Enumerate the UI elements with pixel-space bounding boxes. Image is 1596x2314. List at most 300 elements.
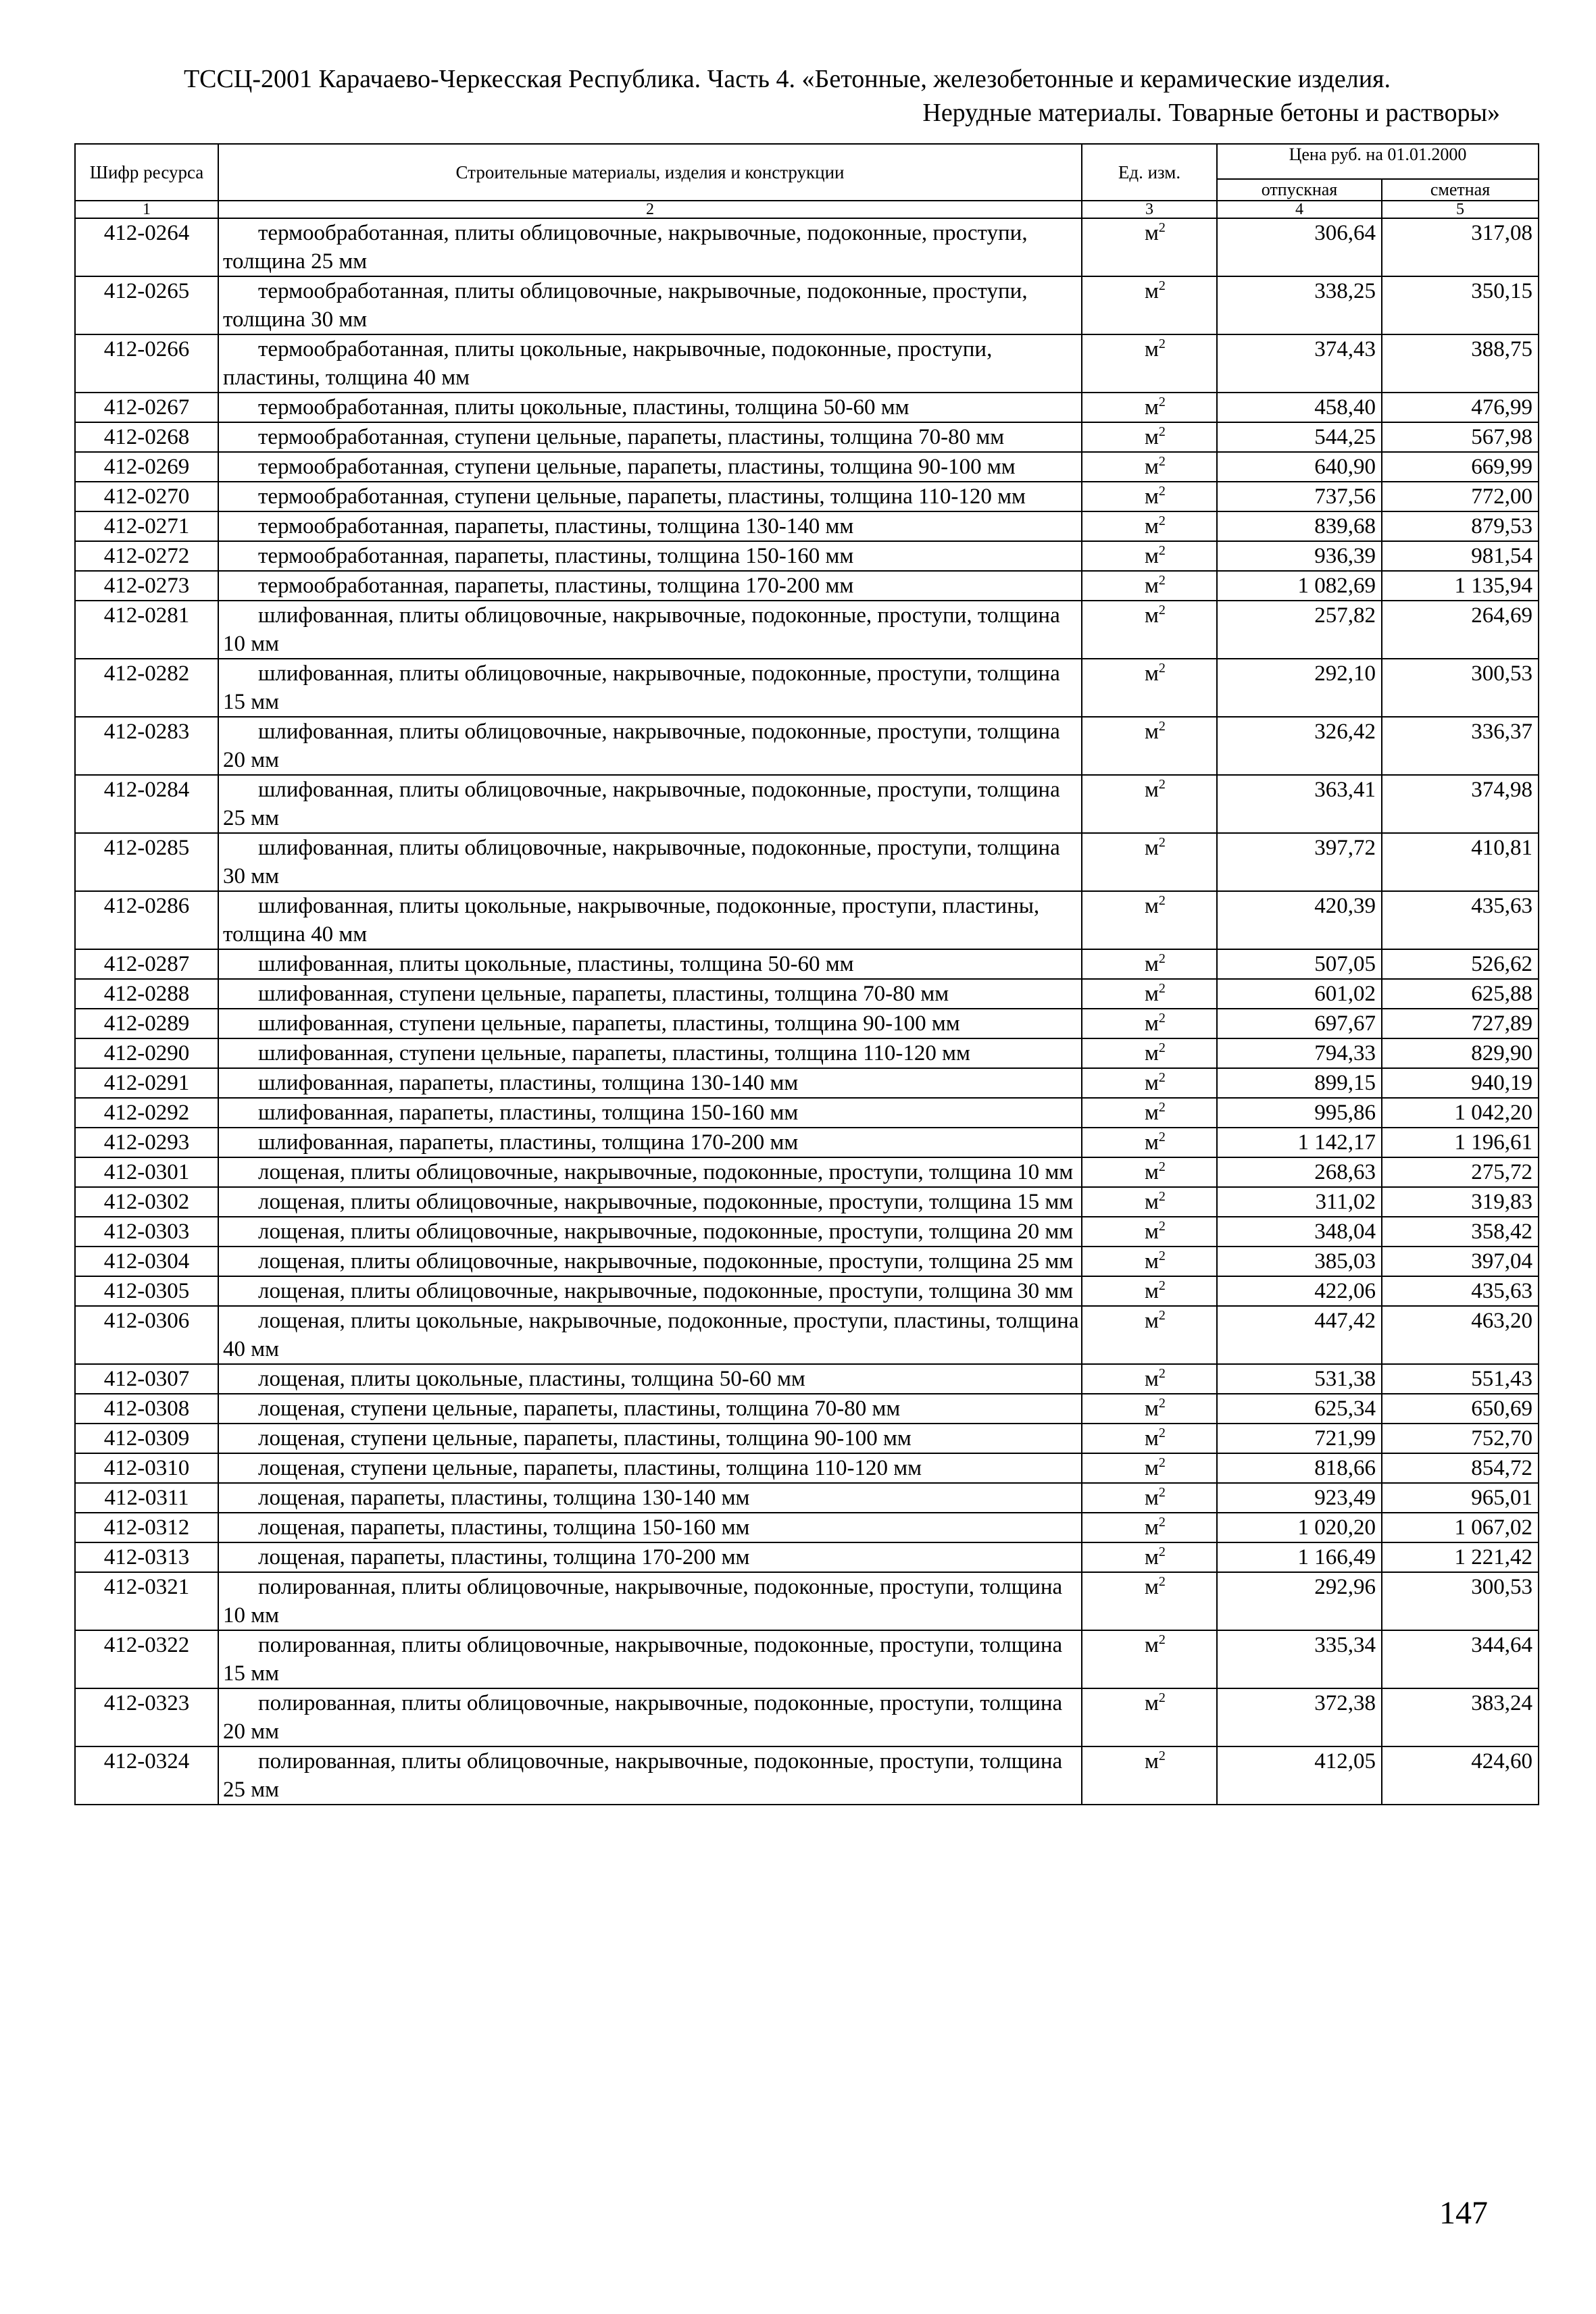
material-name-cell bbox=[218, 452, 1082, 482]
unit-exponent: 2 bbox=[1158, 573, 1166, 588]
release-price: 458,40 bbox=[1314, 395, 1376, 420]
estimate-price-cell bbox=[1382, 1746, 1539, 1805]
release-price: 1 082,69 bbox=[1297, 574, 1376, 598]
estimate-price-cell bbox=[1382, 1038, 1539, 1068]
resource-code: 412-0310 bbox=[103, 1456, 190, 1480]
unit-exponent: 2 bbox=[1158, 424, 1166, 439]
unit-exponent: 2 bbox=[1158, 1690, 1166, 1705]
release-price: 306,64 bbox=[1314, 221, 1376, 245]
release-price-cell bbox=[1217, 511, 1382, 541]
release-price: 640,90 bbox=[1314, 455, 1376, 479]
resource-code: 412-0305 bbox=[103, 1279, 190, 1303]
release-price: 1 142,17 bbox=[1297, 1130, 1376, 1155]
table-row bbox=[75, 1513, 1539, 1542]
unit-cell bbox=[1082, 1542, 1217, 1572]
estimate-price-cell bbox=[1382, 511, 1539, 541]
release-price-cell bbox=[1217, 891, 1382, 949]
material-name-cell bbox=[218, 1572, 1082, 1630]
estimate-price-cell bbox=[1382, 334, 1539, 393]
resource-code: 412-0267 bbox=[103, 395, 190, 420]
estimate-price: 829,90 bbox=[1471, 1041, 1532, 1065]
resource-code-cell bbox=[75, 979, 218, 1009]
table-row bbox=[75, 218, 1539, 276]
material-name: полированная, плиты облицовочные, накрывочные, подоконные, проступи, толщина 20 мм bbox=[223, 1691, 1063, 1744]
resource-code-cell bbox=[75, 891, 218, 949]
resource-code-cell bbox=[75, 1098, 218, 1128]
estimate-price-cell bbox=[1382, 1187, 1539, 1217]
resource-code-cell bbox=[75, 1306, 218, 1364]
material-name-cell bbox=[218, 775, 1082, 833]
release-price: 292,10 bbox=[1314, 661, 1376, 686]
estimate-price-cell bbox=[1382, 891, 1539, 949]
unit-cell bbox=[1082, 1453, 1217, 1483]
release-price: 292,96 bbox=[1314, 1575, 1376, 1599]
estimate-price-cell bbox=[1382, 1068, 1539, 1098]
resource-code-cell bbox=[75, 571, 218, 601]
estimate-price: 854,72 bbox=[1471, 1456, 1532, 1480]
release-price-cell bbox=[1217, 717, 1382, 775]
release-price: 818,66 bbox=[1314, 1456, 1376, 1480]
estimate-price: 551,43 bbox=[1471, 1367, 1532, 1391]
material-name: шлифованная, парапеты, пластины, толщина 150-160 мм bbox=[258, 1101, 799, 1125]
table-row bbox=[75, 1276, 1539, 1306]
resource-code: 412-0287 bbox=[103, 952, 190, 976]
unit: м bbox=[1145, 425, 1159, 449]
resource-code-cell bbox=[75, 422, 218, 452]
unit-cell bbox=[1082, 1572, 1217, 1630]
material-name-cell bbox=[218, 334, 1082, 393]
unit: м bbox=[1145, 1130, 1159, 1155]
resource-code-cell bbox=[75, 949, 218, 979]
resource-code: 412-0323 bbox=[103, 1691, 190, 1715]
unit: м bbox=[1145, 1575, 1159, 1599]
unit-cell bbox=[1082, 1187, 1217, 1217]
material-name-cell bbox=[218, 571, 1082, 601]
estimate-price-cell bbox=[1382, 601, 1539, 659]
table-row bbox=[75, 1630, 1539, 1688]
unit: м bbox=[1145, 1279, 1159, 1303]
unit-cell bbox=[1082, 1513, 1217, 1542]
table-row bbox=[75, 1364, 1539, 1394]
unit-exponent: 2 bbox=[1158, 1485, 1166, 1500]
resource-code-cell bbox=[75, 833, 218, 891]
unit-cell bbox=[1082, 1746, 1217, 1805]
estimate-price-cell bbox=[1382, 1217, 1539, 1247]
resource-code-cell bbox=[75, 775, 218, 833]
resource-code-cell bbox=[75, 1483, 218, 1513]
material-name-cell bbox=[218, 276, 1082, 334]
release-price-cell bbox=[1217, 393, 1382, 422]
unit: м bbox=[1145, 1515, 1159, 1540]
material-name: термообработанная, ступени цельные, парапеты, пластины, толщина 70-80 мм bbox=[258, 425, 1005, 449]
unit-exponent: 2 bbox=[1158, 513, 1166, 528]
release-price: 794,33 bbox=[1314, 1041, 1376, 1065]
unit: м bbox=[1145, 1249, 1159, 1274]
resource-code-cell bbox=[75, 511, 218, 541]
resource-code-cell bbox=[75, 1128, 218, 1157]
table-row bbox=[75, 1542, 1539, 1572]
material-name: лощеная, плиты облицовочные, накрывочные, подоконные, проступи, толщина 20 мм bbox=[258, 1219, 1074, 1244]
material-name-cell bbox=[218, 1483, 1082, 1513]
release-price: 447,42 bbox=[1314, 1309, 1376, 1333]
unit-cell bbox=[1082, 422, 1217, 452]
estimate-price: 567,98 bbox=[1471, 425, 1532, 449]
unit: м bbox=[1145, 952, 1159, 976]
material-name: лощеная, плиты облицовочные, накрывочные, подоконные, проступи, толщина 15 мм bbox=[258, 1190, 1074, 1214]
unit-cell bbox=[1082, 1247, 1217, 1276]
material-name-cell bbox=[218, 1513, 1082, 1542]
unit-exponent: 2 bbox=[1158, 1278, 1166, 1293]
table-row bbox=[75, 1247, 1539, 1276]
unit-exponent: 2 bbox=[1158, 719, 1166, 734]
unit-exponent: 2 bbox=[1158, 661, 1166, 676]
unit-exponent: 2 bbox=[1158, 1515, 1166, 1530]
column-number: 2 bbox=[218, 201, 1082, 218]
material-name: полированная, плиты облицовочные, накрывочные, подоконные, проступи, толщина 10 мм bbox=[223, 1575, 1063, 1628]
unit: м bbox=[1145, 720, 1159, 744]
unit-cell bbox=[1082, 571, 1217, 601]
unit-exponent: 2 bbox=[1158, 1040, 1166, 1055]
resource-code-cell bbox=[75, 717, 218, 775]
unit-cell bbox=[1082, 1688, 1217, 1746]
estimate-price: 965,01 bbox=[1471, 1486, 1532, 1510]
estimate-price: 772,00 bbox=[1471, 484, 1532, 509]
material-name: термообработанная, ступени цельные, парапеты, пластины, толщина 90-100 мм bbox=[258, 455, 1016, 479]
resource-code: 412-0286 bbox=[103, 894, 190, 918]
unit-exponent: 2 bbox=[1158, 543, 1166, 558]
resource-code: 412-0306 bbox=[103, 1309, 190, 1333]
unit-exponent: 2 bbox=[1158, 1455, 1166, 1470]
release-price: 721,99 bbox=[1314, 1426, 1376, 1451]
release-price-cell bbox=[1217, 1364, 1382, 1394]
estimate-price-cell bbox=[1382, 393, 1539, 422]
unit: м bbox=[1145, 1071, 1159, 1095]
estimate-price: 317,08 bbox=[1471, 221, 1532, 245]
unit: м bbox=[1145, 574, 1159, 598]
unit-cell bbox=[1082, 1364, 1217, 1394]
material-name: лощеная, ступени цельные, парапеты, пластины, толщина 70-80 мм bbox=[258, 1397, 901, 1421]
table-row bbox=[75, 1157, 1539, 1187]
material-name-cell bbox=[218, 1217, 1082, 1247]
unit-cell bbox=[1082, 482, 1217, 511]
release-price-cell bbox=[1217, 1572, 1382, 1630]
resource-code: 412-0322 bbox=[103, 1633, 190, 1657]
material-name: шлифованная, плиты облицовочные, накрывочные, подоконные, проступи, толщина 15 мм bbox=[223, 661, 1060, 714]
page-number: 147 bbox=[1439, 2195, 1488, 2231]
unit-exponent: 2 bbox=[1158, 893, 1166, 908]
material-name-cell bbox=[218, 1157, 1082, 1187]
estimate-price-cell bbox=[1382, 1513, 1539, 1542]
estimate-price-cell bbox=[1382, 541, 1539, 571]
material-name: термообработанная, парапеты, пластины, толщина 150-160 мм bbox=[258, 544, 854, 568]
release-price-cell bbox=[1217, 571, 1382, 601]
resource-code: 412-0321 bbox=[103, 1575, 190, 1599]
resource-code: 412-0304 bbox=[103, 1249, 190, 1274]
unit-cell bbox=[1082, 1424, 1217, 1453]
unit: м bbox=[1145, 395, 1159, 420]
unit: м bbox=[1145, 1011, 1159, 1036]
unit-cell bbox=[1082, 541, 1217, 571]
unit: м bbox=[1145, 1397, 1159, 1421]
material-name: шлифованная, ступени цельные, парапеты, пластины, толщина 90-100 мм bbox=[258, 1011, 960, 1036]
table-row bbox=[75, 1306, 1539, 1364]
release-price-cell bbox=[1217, 775, 1382, 833]
resource-code-cell bbox=[75, 1068, 218, 1098]
price-table bbox=[74, 143, 1539, 1805]
resource-code-cell bbox=[75, 1424, 218, 1453]
estimate-price: 669,99 bbox=[1471, 455, 1532, 479]
estimate-price: 374,98 bbox=[1471, 778, 1532, 802]
material-name: шлифованная, парапеты, пластины, толщина 170-200 мм bbox=[258, 1130, 799, 1155]
release-price-cell bbox=[1217, 1513, 1382, 1542]
release-price: 420,39 bbox=[1314, 894, 1376, 918]
release-price: 737,56 bbox=[1314, 484, 1376, 509]
column-header-name: Строительные материалы, изделия и конструкции bbox=[218, 144, 1082, 201]
release-price-cell bbox=[1217, 601, 1382, 659]
material-name-cell bbox=[218, 1688, 1082, 1746]
estimate-price: 752,70 bbox=[1471, 1426, 1532, 1451]
estimate-price: 383,24 bbox=[1471, 1691, 1532, 1715]
release-price: 372,38 bbox=[1314, 1691, 1376, 1715]
material-name-cell bbox=[218, 482, 1082, 511]
unit-cell bbox=[1082, 775, 1217, 833]
release-price: 697,67 bbox=[1314, 1011, 1376, 1036]
material-name-cell bbox=[218, 979, 1082, 1009]
estimate-price: 358,42 bbox=[1471, 1219, 1532, 1244]
column-header-estimate-price: сметная bbox=[1382, 179, 1539, 201]
table-row bbox=[75, 1009, 1539, 1038]
material-name-cell bbox=[218, 1424, 1082, 1453]
material-name-cell bbox=[218, 833, 1082, 891]
material-name: термообработанная, ступени цельные, парапеты, пластины, толщина 110-120 мм bbox=[258, 484, 1026, 509]
table-row bbox=[75, 1217, 1539, 1247]
unit-cell bbox=[1082, 1098, 1217, 1128]
release-price-cell bbox=[1217, 979, 1382, 1009]
release-price-cell bbox=[1217, 422, 1382, 452]
resource-code: 412-0324 bbox=[103, 1749, 190, 1774]
material-name: шлифованная, плиты цокольные, накрывочные, подоконные, проступи, пластины, толщина 40 мм bbox=[223, 894, 1040, 947]
table-row bbox=[75, 1187, 1539, 1217]
resource-code: 412-0301 bbox=[103, 1160, 190, 1184]
material-name: лощеная, ступени цельные, парапеты, пластины, толщина 110-120 мм bbox=[258, 1456, 922, 1480]
material-name-cell bbox=[218, 218, 1082, 276]
table-row bbox=[75, 422, 1539, 452]
table-row bbox=[75, 511, 1539, 541]
table-row bbox=[75, 1424, 1539, 1453]
table-row bbox=[75, 334, 1539, 393]
table-row bbox=[75, 1572, 1539, 1630]
resource-code: 412-0290 bbox=[103, 1041, 190, 1065]
resource-code-cell bbox=[75, 1217, 218, 1247]
resource-code: 412-0282 bbox=[103, 661, 190, 686]
resource-code: 412-0292 bbox=[103, 1101, 190, 1125]
header-title-line-1: ТССЦ-2001 Карачаево-Черкесская Республика. Часть 4. «Бетонные, железобетонные и керамические изделия. bbox=[183, 65, 1391, 93]
unit: м bbox=[1145, 778, 1159, 802]
unit-cell bbox=[1082, 1276, 1217, 1306]
release-price-cell bbox=[1217, 541, 1382, 571]
release-price-cell bbox=[1217, 1128, 1382, 1157]
release-price-cell bbox=[1217, 218, 1382, 276]
resource-code-cell bbox=[75, 218, 218, 276]
unit-exponent: 2 bbox=[1158, 1544, 1166, 1559]
resource-code: 412-0265 bbox=[103, 279, 190, 303]
unit-cell bbox=[1082, 601, 1217, 659]
resource-code-cell bbox=[75, 1630, 218, 1688]
material-name: термообработанная, плиты облицовочные, накрывочные, подоконные, проступи, толщина 25 мм bbox=[223, 221, 1028, 274]
estimate-price-cell bbox=[1382, 1483, 1539, 1513]
unit: м bbox=[1145, 1426, 1159, 1451]
material-name-cell bbox=[218, 1247, 1082, 1276]
release-price: 374,43 bbox=[1314, 337, 1376, 361]
resource-code-cell bbox=[75, 276, 218, 334]
unit-cell bbox=[1082, 276, 1217, 334]
estimate-price-cell bbox=[1382, 1306, 1539, 1364]
release-price-cell bbox=[1217, 1276, 1382, 1306]
unit-exponent: 2 bbox=[1158, 1426, 1166, 1440]
table-row bbox=[75, 276, 1539, 334]
release-price-cell bbox=[1217, 659, 1382, 717]
release-price-cell bbox=[1217, 1187, 1382, 1217]
release-price-cell bbox=[1217, 1453, 1382, 1483]
release-price-cell bbox=[1217, 1394, 1382, 1424]
resource-code: 412-0264 bbox=[103, 221, 190, 245]
unit-exponent: 2 bbox=[1158, 1130, 1166, 1145]
table-row bbox=[75, 1098, 1539, 1128]
material-name: лощеная, парапеты, пластины, толщина 170-200 мм bbox=[258, 1545, 750, 1569]
material-name-cell bbox=[218, 717, 1082, 775]
unit: м bbox=[1145, 544, 1159, 568]
material-name-cell bbox=[218, 1746, 1082, 1805]
unit: м bbox=[1145, 603, 1159, 628]
table-row bbox=[75, 1128, 1539, 1157]
page-header bbox=[74, 62, 1500, 130]
unit: м bbox=[1145, 982, 1159, 1006]
unit-cell bbox=[1082, 1009, 1217, 1038]
material-name-cell bbox=[218, 1542, 1082, 1572]
material-name-cell bbox=[218, 1098, 1082, 1128]
unit-exponent: 2 bbox=[1158, 1366, 1166, 1381]
unit: м bbox=[1145, 1041, 1159, 1065]
estimate-price: 319,83 bbox=[1471, 1190, 1532, 1214]
release-price-cell bbox=[1217, 1098, 1382, 1128]
column-header-release-price: отпускная bbox=[1217, 179, 1382, 201]
material-name-cell bbox=[218, 659, 1082, 717]
unit-cell bbox=[1082, 1394, 1217, 1424]
material-name: лощеная, плиты облицовочные, накрывочные, подоконные, проступи, толщина 10 мм bbox=[258, 1160, 1074, 1184]
table-row bbox=[75, 1038, 1539, 1068]
unit-exponent: 2 bbox=[1158, 1011, 1166, 1026]
material-name-cell bbox=[218, 511, 1082, 541]
unit-cell bbox=[1082, 1630, 1217, 1688]
estimate-price-cell bbox=[1382, 1157, 1539, 1187]
table-row bbox=[75, 949, 1539, 979]
estimate-price-cell bbox=[1382, 452, 1539, 482]
resource-code: 412-0293 bbox=[103, 1130, 190, 1155]
estimate-price: 879,53 bbox=[1471, 514, 1532, 538]
release-price: 625,34 bbox=[1314, 1397, 1376, 1421]
resource-code-cell bbox=[75, 659, 218, 717]
material-name-cell bbox=[218, 1364, 1082, 1394]
resource-code-cell bbox=[75, 1038, 218, 1068]
release-price: 899,15 bbox=[1314, 1071, 1376, 1095]
resource-code-cell bbox=[75, 1394, 218, 1424]
material-name: полированная, плиты облицовочные, накрывочные, подоконные, проступи, толщина 15 мм bbox=[223, 1633, 1063, 1686]
table-row bbox=[75, 541, 1539, 571]
material-name: шлифованная, плиты цокольные, пластины, толщина 50-60 мм bbox=[258, 952, 854, 976]
price-table-body bbox=[75, 218, 1539, 1805]
unit-cell bbox=[1082, 833, 1217, 891]
release-price: 544,25 bbox=[1314, 425, 1376, 449]
unit-cell bbox=[1082, 1306, 1217, 1364]
resource-code-cell bbox=[75, 1572, 218, 1630]
unit-exponent: 2 bbox=[1158, 1749, 1166, 1763]
unit: м bbox=[1145, 1633, 1159, 1657]
estimate-price: 1 221,42 bbox=[1454, 1545, 1532, 1569]
unit-exponent: 2 bbox=[1158, 1189, 1166, 1204]
estimate-price: 1 042,20 bbox=[1454, 1101, 1532, 1125]
resource-code: 412-0269 bbox=[103, 455, 190, 479]
estimate-price: 397,04 bbox=[1471, 1249, 1532, 1274]
estimate-price-cell bbox=[1382, 717, 1539, 775]
release-price: 422,06 bbox=[1314, 1279, 1376, 1303]
estimate-price-cell bbox=[1382, 1098, 1539, 1128]
estimate-price-cell bbox=[1382, 1128, 1539, 1157]
release-price-cell bbox=[1217, 1542, 1382, 1572]
estimate-price-cell bbox=[1382, 422, 1539, 452]
material-name-cell bbox=[218, 393, 1082, 422]
table-row bbox=[75, 979, 1539, 1009]
material-name: лощеная, плиты облицовочные, накрывочные, подоконные, проступи, толщина 25 мм bbox=[258, 1249, 1074, 1274]
resource-code-cell bbox=[75, 1364, 218, 1394]
resource-code: 412-0291 bbox=[103, 1071, 190, 1095]
release-price-cell bbox=[1217, 949, 1382, 979]
release-price: 412,05 bbox=[1314, 1749, 1376, 1774]
material-name: шлифованная, плиты облицовочные, накрывочные, подоконные, проступи, толщина 25 мм bbox=[223, 778, 1060, 830]
material-name: шлифованная, ступени цельные, парапеты, пластины, толщина 70-80 мм bbox=[258, 982, 949, 1006]
resource-code: 412-0281 bbox=[103, 603, 190, 628]
table-row bbox=[75, 833, 1539, 891]
estimate-price: 264,69 bbox=[1471, 603, 1532, 628]
resource-code-cell bbox=[75, 1513, 218, 1542]
estimate-price: 336,37 bbox=[1471, 720, 1532, 744]
material-name: шлифованная, плиты облицовочные, накрывочные, подоконные, проступи, толщина 10 мм bbox=[223, 603, 1060, 656]
resource-code-cell bbox=[75, 452, 218, 482]
unit: м bbox=[1145, 484, 1159, 509]
material-name: шлифованная, парапеты, пластины, толщина 130-140 мм bbox=[258, 1071, 799, 1095]
release-price: 1 166,49 bbox=[1297, 1545, 1376, 1569]
resource-code-cell bbox=[75, 393, 218, 422]
resource-code-cell bbox=[75, 1009, 218, 1038]
release-price: 385,03 bbox=[1314, 1249, 1376, 1274]
unit-exponent: 2 bbox=[1158, 1219, 1166, 1234]
unit-exponent: 2 bbox=[1158, 220, 1166, 235]
resource-code: 412-0268 bbox=[103, 425, 190, 449]
column-number: 4 bbox=[1217, 201, 1382, 218]
unit: м bbox=[1145, 1456, 1159, 1480]
resource-code-cell bbox=[75, 541, 218, 571]
resource-code: 412-0283 bbox=[103, 720, 190, 744]
estimate-price-cell bbox=[1382, 1009, 1539, 1038]
material-name-cell bbox=[218, 891, 1082, 949]
estimate-price-cell bbox=[1382, 1247, 1539, 1276]
material-name: шлифованная, плиты облицовочные, накрывочные, подоконные, проступи, толщина 20 мм bbox=[223, 720, 1060, 772]
estimate-price: 275,72 bbox=[1471, 1160, 1532, 1184]
release-price: 923,49 bbox=[1314, 1486, 1376, 1510]
material-name: лощеная, плиты цокольные, пластины, толщина 50-60 мм bbox=[258, 1367, 805, 1391]
resource-code: 412-0284 bbox=[103, 778, 190, 802]
unit-cell bbox=[1082, 1128, 1217, 1157]
release-price-cell bbox=[1217, 1746, 1382, 1805]
